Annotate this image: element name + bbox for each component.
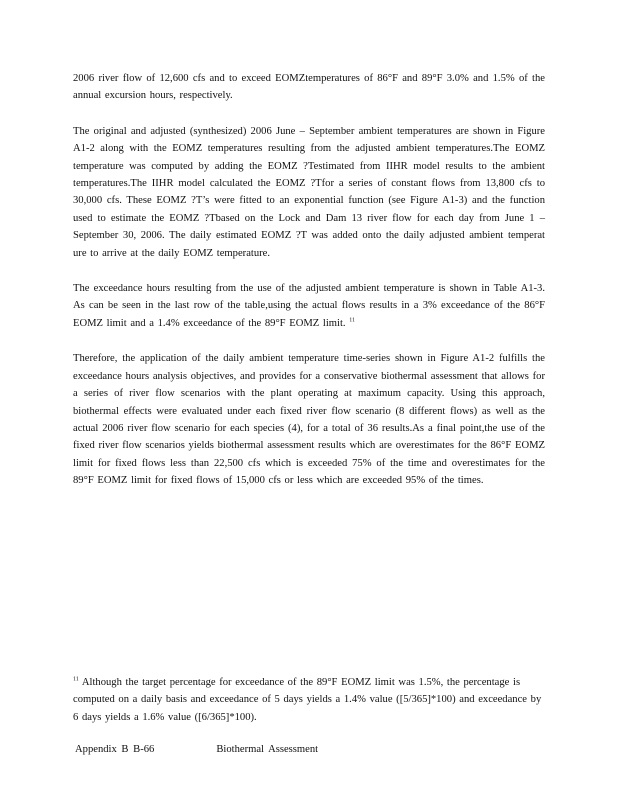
- footer-page-label: Appendix B B-66: [75, 744, 155, 755]
- paragraph-flow-summary: 2006 river flow of 12,600 cfs and to exceed EOMZtemperatures of 86°F and 89°F 3.0% and 1.5% of the annual excursion hours, respectively.: [73, 73, 545, 102]
- paragraph-exceedance-hours: [73, 280, 545, 332]
- document-body: [73, 70, 545, 508]
- footer-section-title: Biothermal Assessment: [216, 744, 319, 755]
- page-footer: [75, 744, 318, 755]
- footnote: [73, 674, 545, 726]
- paragraph-conclusion: Therefore, the application of the daily ambient temperature time-series shown in Figure A1-2 fulfills the exceedance hours analysis objectives, and provides for a conservative biothermal assessment that allows for a series of river flow scenarios with the plant operating at maximum capacity. Using this approach, biothermal effects were evaluated under each fixed river flow scenario (8 different flows) as well as the actual 2006 river flow scenario for each species (4), for a total of 36 results.As a final point,the use of the fixed river flow scenarios yields biothermal assessment results which are overestimates for the 86°F EOMZ limit for fixed flows less than 22,500 cfs which is exceeded 75% of the time and overestimates for the 89°F EOMZ limit for fixed flows of 15,000 cfs or less which are exceeded 95% of the times.: [73, 353, 545, 487]
- footnote-reference: 11: [349, 317, 355, 324]
- footnote-marker: 11: [73, 676, 79, 683]
- paragraph-exceedance-text: The exceedance hours resulting from the use of the adjusted ambient temperature is shown in Table A1-3. As can be seen in the last row of the table,using the actual flows results in a 3% exceedance of the 86°F EOMZ limit and a 1.4% exceedance of the 89°F EOMZ limit.: [73, 283, 545, 329]
- paragraph-ambient-temperatures: The original and adjusted (synthesized) 2006 June – September ambient temperatures are shown in Figure A1-2 along with the EOMZ temperatures resulting from the adjusted ambient temperatures.The EOMZ temperature was computed by adding the EOMZ ?Testimated from IIHR model results to the ambient temperatures.The IIHR model calculated the EOMZ ?Tfor a series of constant flows from 13,800 cfs to 30,000 cfs. These EOMZ ?T’s were fitted to an exponential function (see Figure A1-3) and the function used to estimate the EOMZ ?Tbased on the Lock and Dam 13 river flow for each day from June 1 – September 30, 2006. The daily estimated EOMZ ?T was added onto the daily adjusted ambient temperat ure to arrive at the daily EOMZ temperature.: [73, 125, 545, 259]
- footnote-text: Although the target percentage for exceedance of the 89°F EOMZ limit was 1.5%, the percentage is computed on a daily basis and exceedance of 5 days yields a 1.4% value ([5/365]*100) and exceedance by 6 days yields a 1.6% value ([6/365]*100).: [73, 677, 542, 723]
